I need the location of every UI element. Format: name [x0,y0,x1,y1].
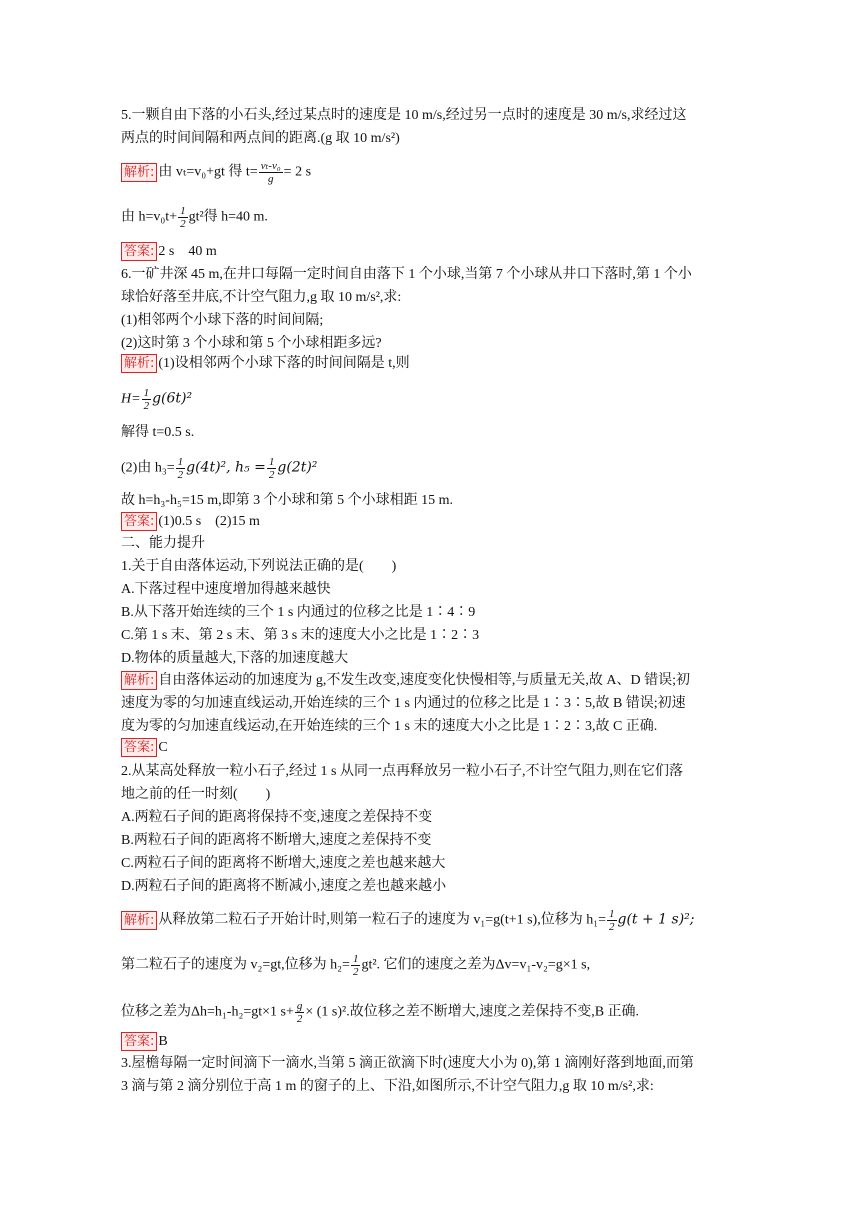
p2-stem-line2: 地之前的任一时刻( ) [121,787,271,802]
p2-option-d: D.两粒石子间的距离将不断减小,速度之差也越来越小 [121,879,447,894]
jiexi-label: 解析: [121,354,157,373]
p2-solution-line2: 第二粒石子的速度为 v₂=gt,位移为 h₂= $\frac{1}{2}$ gt². 它们的速度之差为Δv=v₁-v₂=g×1 s, [121,953,591,978]
jiexi-label: 解析: [121,671,157,690]
section-heading: 二、能力提升 [121,536,205,551]
p1-stem: 1.关于自由落体运动,下列说法正确的是( ) [121,559,397,574]
q5-sol1-result: = 2 s [283,164,312,180]
jiexi-label: 解析: [121,911,157,930]
daan-label: 答案: [121,242,157,261]
daan-label: 答案: [121,738,157,757]
p1-solution-line1: 解析: 自由落体运动的加速度为 g,不发生改变,速度变化快慢相等,与质量无关,故 A、D 错误;初 [121,671,690,691]
p2-option-c: C.两粒石子间的距离将不断增大,速度之差也越来越大 [121,856,446,871]
q5-sol1-text: 由 vₜ=v₀+gt 得 t= [158,164,258,180]
q6-half-fraction: $\frac{1}{2}$ [143,387,150,412]
q6-solution-line1 [121,354,410,374]
jiexi-label: 解析: [121,163,157,182]
q5-sol1-fraction: $\frac{\text{vₜ-v₀}}{g}$ [260,160,281,185]
q5-stem-line1: 5.一颗自由下落的小石头,经过某点时的速度是 10 m/s,经过另一点时的速度是 30 m/s,求经过这 [121,108,687,123]
p3-stem-line1: 3.屋檐每隔一定时间滴下一滴水,当第 5 滴正欲滴下时(速度大小为 0),第 1 滴刚好落到地面,而第 [121,1056,694,1071]
p1-option-d: D.物体的质量越大,下落的加速度越大 [121,651,349,666]
q5-solution-line2 [121,205,268,230]
p2-answer: B [158,1034,168,1049]
q6-stem-line2: 球恰好落至井底,不计空气阻力,g 取 10 m/s²,求: [121,290,402,305]
p3-stem-line2: 3 滴与第 2 滴分别位于高 1 m 的窗子的上、下沿,如图所示,不计空气阻力,g 取 10 m/s²,求: [121,1079,654,1094]
q5-answer-line [121,242,217,262]
q5-sol2-result: gt²得 h=40 m. [188,209,268,225]
p1-answer: C [158,740,168,755]
q5-sol2-text: 由 h=v₀t+ [121,209,178,225]
q5-answer: 2 s 40 m [158,244,217,259]
q6-sol1: (1)设相邻两个小球下落的时间间隔是 t,则 [158,356,410,371]
p1-solution-line2: 速度为零的匀加速直线运动,开始连续的三个 1 s 内通过的位移之比是 1∶3∶5,故 B 错误;初速 [121,696,686,711]
q6-stem-line1: 6.一矿井深 45 m,在井口每隔一定时间自由落下 1 个小球,当第 7 个小球从井口下落时,第 1 个小 [121,267,692,282]
q5-stem-line2: 两点的时间间隔和两点间的距离.(g 取 10 m/s²) [121,131,400,146]
p1-option-a: A.下落过程中速度增加得越来越快 [121,582,331,597]
p1-option-c: C.第 1 s 末、第 2 s 末、第 3 s 末的速度大小之比是 1∶2∶3 [121,628,480,643]
q6-solution-line5: 故 h=h₃-h₅=15 m,即第 3 个小球和第 5 个小球相距 15 m. [121,493,453,508]
q6-answer: (1)0.5 s (2)15 m [158,514,260,529]
p2-stem-line1: 2.从某高处释放一粒小石子,经过 1 s 从同一点再释放另一粒小石子,不计空气阻力,则在它们落 [121,764,683,779]
q5-sol2-fraction: $\frac{1}{2}$ [180,205,186,230]
p2-option-b: B.两粒石子间的距离将不断增大,速度之差保持不变 [121,833,432,848]
p2-solution-line3: 位移之差为Δh=h₁-h₂=gt×1 s+ $\frac{g}{2}$ × (1 s)².故位移之差不断增大,速度之差保持不变,B 正确. [121,1000,640,1025]
q6-solution-line2: H= $\frac{1}{2}$ g(6t)² [121,387,193,412]
p2-option-a: A.两粒石子间的距离将保持不变,速度之差保持不变 [121,810,433,825]
p1-option-b: B.从下落开始连续的三个 1 s 内通过的位移之比是 1∶4∶9 [121,605,476,620]
p2-solution-line1: 解析: 从释放第二粒石子开始计时,则第一粒石子的速度为 v₁=g(t+1 s),位移为 h₁= $\frac{1}{2}$ g(t + 1 s)²; [121,908,695,933]
q6-answer-line [121,512,260,532]
daan-label: 答案: [121,1032,157,1051]
q6-solution-line3: 解得 t=0.5 s. [121,425,195,440]
q5-solution-line1 [121,160,311,185]
q6-stem-line3: (1)相邻两个小球下落的时间间隔; [121,313,324,328]
q6-solution-line4: (2)由 h₃= $\frac{1}{2}$ g(4t)², h₅ = $\frac{1}{2}$ g(2t)² [121,456,318,481]
p1-solution-line3: 度为零的匀加速直线运动,在开始连续的三个 1 s 末的速度大小之比是 1∶2∶3,故 C 正确. [121,719,658,734]
q6-stem-line4: (2)这时第 3 个小球和第 5 个小球相距多远? [121,336,382,351]
p2-answer-line [121,1032,168,1052]
daan-label: 答案: [121,512,157,531]
p1-answer-line [121,738,168,758]
